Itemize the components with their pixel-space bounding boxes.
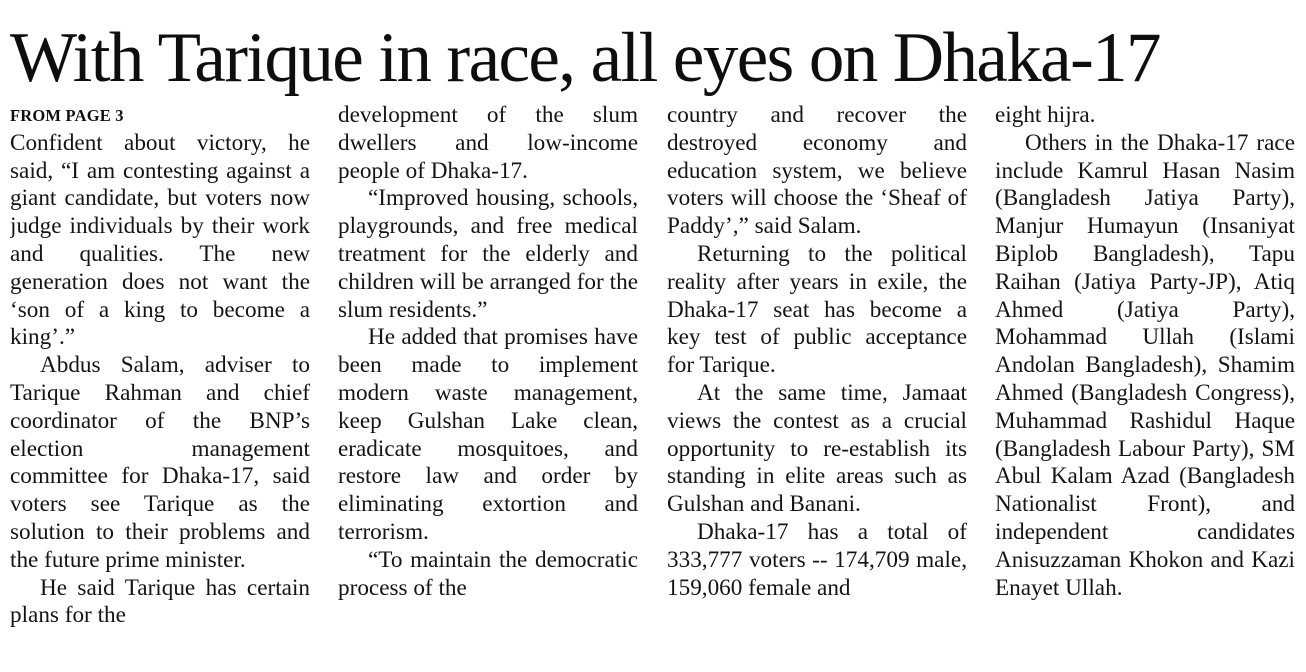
paragraph: At the same time, Jamaat views the contest as a crucial opportunity to re-establish its standing in elite areas such as Gulshan and Banani. [667,379,967,518]
paragraph: Dhaka-17 has a total of 333,777 voters -- 174,709 male, 159,060 female and [667,518,967,601]
article-column-2 [338,102,638,662]
article-column-1 [10,102,310,662]
paragraph: Abdus Salam, adviser to Tarique Rahman and chief coordinator of the BNP’s election management committee for Dhaka-17, said voters see Tarique as the solution to their problems and the future prime minister. [10,352,310,573]
paragraph: country and recover the destroyed economy and education system, we believe voters will choose the ‘Sheaf of Paddy’,” said Salam. [667,102,967,240]
paragraph: He added that promises have been made to implement modern waste management, keep Gulshan Lake clean, eradicate mosquitoes, and restore law and order by eliminating extortion and terrorism. [338,324,638,545]
paragraph: development of the slum dwellers and low-income people of Dhaka-17. [338,102,638,184]
paragraph: He said Tarique has certain plans for the [10,574,310,629]
paragraph: “Improved housing, schools, playgrounds, and free medical treatment for the elderly and children will be arranged for the slum residents.” [338,185,638,323]
headline: With Tarique in race, all eyes on Dhaka-17 [10,19,1160,97]
paragraph: “To maintain the democratic process of the [338,546,638,601]
article-column-3 [667,102,967,662]
article-column-4 [995,102,1295,662]
paragraph: eight hijra. [995,102,1096,128]
continuation-kicker: FROM PAGE 3 [10,106,124,125]
paragraph: Returning to the political reality after years in exile, the Dhaka-17 seat has become a key test of public acceptance for Tarique. [667,240,967,379]
paragraph: Confident about victory, he said, “I am contesting against a giant candidate, but voters now judge individuals by their work and qualities. The new generation does not want the ‘son of a king to become a king’.” [10,129,310,351]
paragraph: Others in the Dhaka-17 race include Kamrul Hasan Nasim (Bangladesh Jatiya Party), Manjur Humayun (Insaniyat Biplob Bangladesh), Tapu Raihan (Jatiya Party-JP), Atiq Ahmed (Jatiya Party), Mohammad Ullah (Islami Andolan Bangladesh), Shamim Ahmed (Bangladesh Congress), Muhammad Rashidul Haque (Bangladesh Labour Party), SM Abul Kalam Azad (Bangladesh Nationalist Front), and independent candidates Anisuzzaman Khokon and Kazi Enayet Ullah. [995,129,1295,601]
